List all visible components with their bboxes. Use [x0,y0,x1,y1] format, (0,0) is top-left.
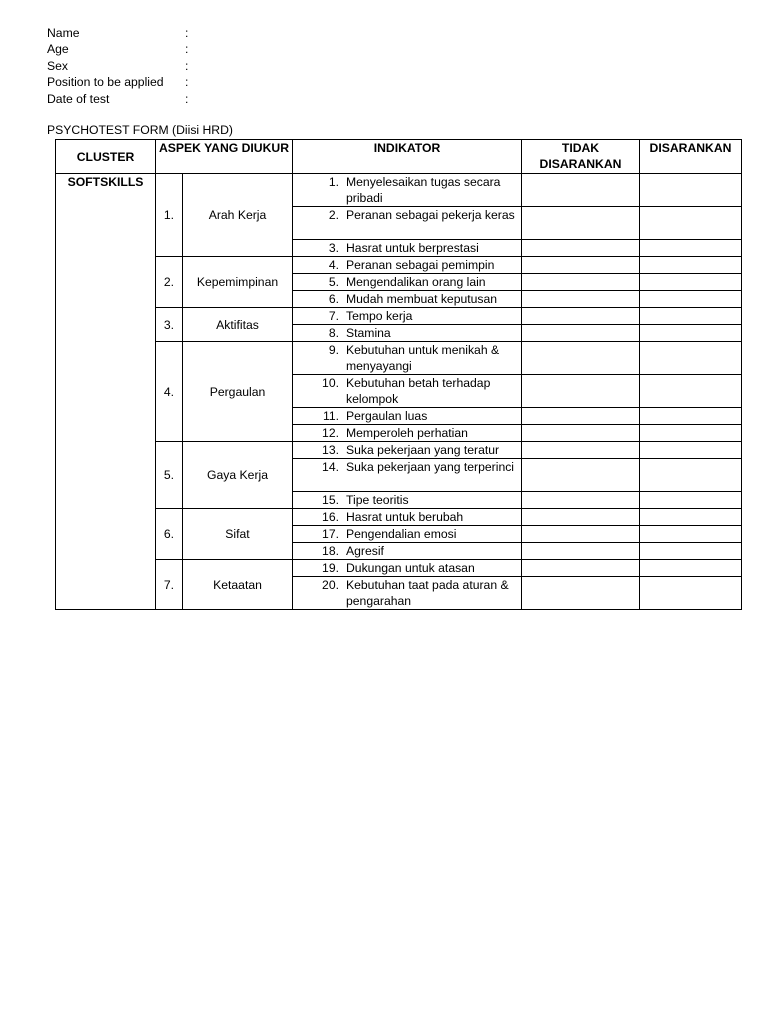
recommended-cell[interactable] [640,442,742,459]
recommended-cell[interactable] [640,543,742,560]
sex-colon: : [185,58,189,73]
indicator-text: Tempo kerja [346,309,413,323]
indicator-text: Stamina [346,326,391,340]
indicator-cell [293,375,522,408]
not-recommended-cell[interactable] [522,274,640,291]
indicator-number: 14. [322,460,339,474]
indicator-number: 20. [322,578,339,592]
indicator-cell [293,543,522,560]
indicator-cell [293,560,522,577]
aspect-number: 6. [156,509,183,560]
header-indicator: INDIKATOR [293,140,522,174]
aspect-number: 1. [156,174,183,257]
recommended-cell[interactable] [640,207,742,240]
name-label: Name [47,26,80,40]
recommended-cell[interactable] [640,459,742,492]
recommended-cell[interactable] [640,375,742,408]
not-recommended-cell[interactable] [522,425,640,442]
name-colon: : [185,26,189,40]
recommended-cell[interactable] [640,526,742,543]
header-not-recommended: TIDAK DISARANKAN [522,140,640,174]
recommended-cell[interactable] [640,291,742,308]
not-recommended-cell[interactable] [522,543,640,560]
indicator-cell [293,325,522,342]
indicator-text: Suka pekerjaan yang teratur [346,443,500,457]
indicator-number: 7. [328,309,339,323]
indicator-text: Agresif [346,544,384,558]
not-recommended-cell[interactable] [522,375,640,408]
indicator-text: Hasrat untuk berubah [346,510,464,524]
recommended-cell[interactable] [640,174,742,207]
indicator-text: Tipe teoritis [346,493,409,507]
aspect-name: Gaya Kerja [183,442,293,509]
indicator-number: 3. [328,241,339,255]
indicator-number: 17. [322,527,339,541]
indicator-number: 19. [322,561,339,575]
not-recommended-cell[interactable] [522,257,640,274]
info-row-name [47,25,207,41]
table-row [56,174,742,207]
table-row [56,257,742,274]
indicator-text: Suka pekerjaan yang terperinci [346,460,515,474]
indicator-number: 9. [328,343,339,357]
aspect-name: Kepemimpinan [183,257,293,308]
recommended-cell[interactable] [640,577,742,610]
indicator-cell [293,257,522,274]
indicator-text: Kebutuhan betah terhadap kelompok [346,376,491,406]
date-colon: : [185,91,189,106]
info-row-date [47,91,207,107]
recommended-cell[interactable] [640,274,742,291]
aspect-number: 7. [156,560,183,610]
not-recommended-cell[interactable] [522,174,640,207]
info-row-position [47,74,207,90]
not-recommended-cell[interactable] [522,408,640,425]
indicator-number: 10. [322,376,339,390]
not-recommended-cell[interactable] [522,509,640,526]
indicator-number: 18. [322,544,339,558]
recommended-cell[interactable] [640,240,742,257]
recommended-cell[interactable] [640,325,742,342]
indicator-text: Memperoleh perhatian [346,426,468,440]
indicator-number: 1. [328,175,339,189]
table-row [56,342,742,375]
header-recommended: DISARANKAN [640,140,742,174]
aspect-name: Ketaatan [183,560,293,610]
aspect-number: 2. [156,257,183,308]
table-header-row [56,140,742,174]
indicator-text: Pergaulan luas [346,409,428,423]
indicator-text: Mudah membuat keputusan [346,292,498,306]
indicator-cell [293,526,522,543]
not-recommended-cell[interactable] [522,308,640,325]
position-colon: : [185,75,189,90]
table-row [56,560,742,577]
not-recommended-cell[interactable] [522,442,640,459]
aspect-name: Aktifitas [183,308,293,342]
aspect-number: 5. [156,442,183,509]
not-recommended-cell[interactable] [522,577,640,610]
indicator-text: Pengendalian emosi [346,527,457,541]
applicant-info [47,25,207,107]
indicator-number: 11. [322,409,339,423]
not-recommended-cell[interactable] [522,240,640,257]
not-recommended-cell[interactable] [522,492,640,509]
form-title: PSYCHOTEST FORM (Diisi HRD) [47,123,233,137]
not-recommended-cell[interactable] [522,342,640,375]
indicator-cell [293,207,522,240]
sex-label: Sex [47,58,69,73]
date-label: Date of test [47,91,110,106]
psychotest-table [55,139,742,610]
recommended-cell[interactable] [640,560,742,577]
indicator-number: 16. [322,510,339,524]
indicator-text: Menyelesaikan tugas secara pribadi [346,175,501,205]
indicator-cell [293,459,522,492]
recommended-cell[interactable] [640,408,742,425]
cluster-cell: SOFTSKILLS [56,174,156,610]
not-recommended-cell[interactable] [522,459,640,492]
not-recommended-cell[interactable] [522,560,640,577]
table-row [56,509,742,526]
table-row [56,308,742,325]
aspect-name: Arah Kerja [183,174,293,257]
indicator-number: 15. [322,493,339,507]
aspect-number: 4. [156,342,183,442]
indicator-cell [293,425,522,442]
not-recommended-cell[interactable] [522,207,640,240]
indicator-cell [293,342,522,375]
indicator-text: Hasrat untuk berprestasi [346,241,479,255]
age-label: Age [47,42,69,57]
recommended-cell[interactable] [640,492,742,509]
indicator-cell [293,174,522,207]
indicator-number: 12. [322,426,339,440]
indicator-text: Peranan sebagai pekerja keras [346,208,515,222]
table-row [56,442,742,459]
info-row-sex [47,58,207,74]
indicator-text: Mengendalikan orang lain [346,275,486,289]
indicator-number: 6. [328,292,339,306]
indicator-cell [293,577,522,610]
info-row-age [47,41,207,57]
indicator-cell [293,274,522,291]
recommended-cell[interactable] [640,257,742,274]
recommended-cell[interactable] [640,308,742,325]
indicator-cell [293,291,522,308]
indicator-number: 2. [328,208,339,222]
indicator-text: Peranan sebagai pemimpin [346,258,495,272]
recommended-cell[interactable] [640,342,742,375]
indicator-number: 8. [328,326,339,340]
not-recommended-cell[interactable] [522,291,640,308]
indicator-cell [293,240,522,257]
indicator-text: Kebutuhan untuk menikah & menyayangi [346,343,500,373]
not-recommended-cell[interactable] [522,325,640,342]
indicator-cell [293,408,522,425]
indicator-text: Dukungan untuk atasan [346,561,475,575]
header-aspect: ASPEK YANG DIUKUR [156,140,293,174]
not-recommended-cell[interactable] [522,526,640,543]
recommended-cell[interactable] [640,425,742,442]
indicator-cell [293,492,522,509]
indicator-number: 4. [328,258,339,272]
indicator-cell [293,509,522,526]
indicator-number: 5. [328,275,339,289]
indicator-cell [293,442,522,459]
position-label: Position to be applied [47,75,164,90]
recommended-cell[interactable] [640,509,742,526]
aspect-name: Pergaulan [183,342,293,442]
header-cluster: CLUSTER [56,140,156,174]
age-colon: : [185,42,189,57]
aspect-number: 3. [156,308,183,342]
indicator-text: Kebutuhan taat pada aturan & pengarahan [346,578,509,608]
indicator-number: 13. [322,443,339,457]
aspect-name: Sifat [183,509,293,560]
indicator-cell [293,308,522,325]
